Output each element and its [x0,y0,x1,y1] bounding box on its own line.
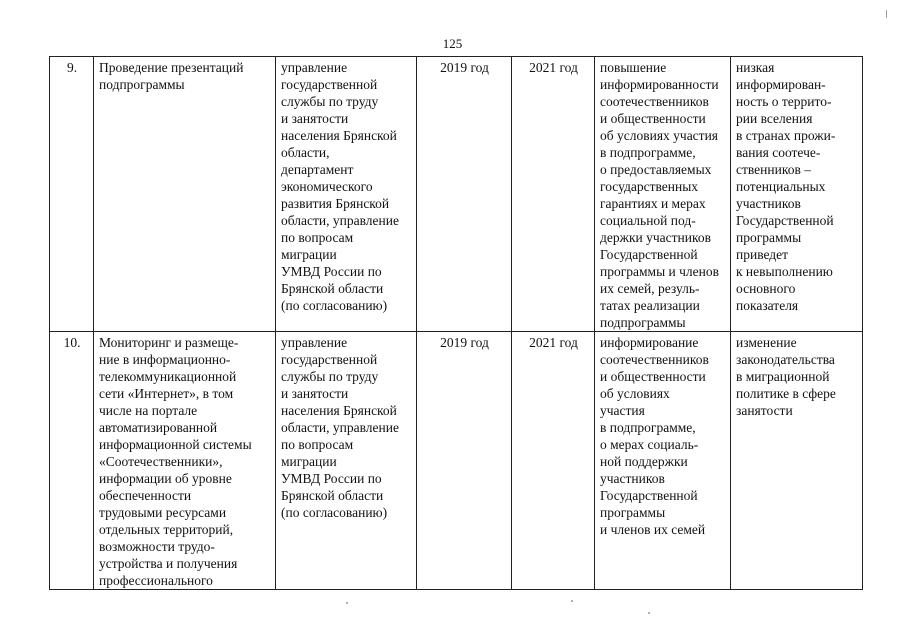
cell-line: участия [600,403,645,418]
consequence-cell [731,332,863,590]
cell-line: татах реализации [600,298,700,313]
cell-line: службы по труду [281,369,379,384]
cell-line: государственной [281,352,378,367]
cell-line: и общественности [600,369,706,384]
event-cell [94,332,276,590]
cell-line: миграции [281,454,337,469]
cell-line: изменение [736,335,797,350]
cell-line: Мониторинг и размеще- [99,335,239,350]
cell-line: миграции [281,247,337,262]
cell-line: населения Брянской [281,403,397,418]
cell-line: гарантиях и мерах [600,196,706,211]
cell-line: развития Брянской [281,196,390,211]
cell-line: устройства и получения [99,556,238,571]
cell-line: обеспеченности [99,488,192,503]
cell-line: Проведение презентаций [99,60,244,75]
cell-line: низкая [736,60,775,75]
cell-line: в подпрограмме, [600,145,696,160]
cell-line: потенциальных [736,179,826,194]
executor-cell [276,57,417,332]
cell-line: программы и членов [600,264,720,279]
cell-line: рии вселения [736,111,813,126]
consequence-cell [731,57,863,332]
scan-mark [886,10,887,18]
cell-line: подпрограммы [99,77,185,92]
cell-line: приведет [736,247,789,262]
cell-line: об условиях [600,386,670,401]
cell-line: программы [600,505,666,520]
cell-line: профессионального [99,573,213,588]
cell-line: политике в сфере [736,386,836,401]
end-year-cell: 2021 год [512,57,595,332]
cell-line: подпрограммы [600,315,686,330]
cell-line: держки участников [600,230,711,245]
cell-line: области, управление [281,213,399,228]
cell-line: программы [736,230,802,245]
cell-line: и занятости [281,386,349,401]
cell-line: Государственной [736,213,834,228]
cell-line: и занятости [281,111,349,126]
cell-line: участников [736,196,801,211]
cell-line: государственной [281,77,378,92]
cell-line: информационной системы [99,437,252,452]
scan-speck [346,602,348,604]
cell-line: экономического [281,179,373,194]
executor-cell [276,332,417,590]
cell-line: и общественности [600,111,706,126]
cell-line: автоматизированной [99,420,218,435]
cell-line: управление [281,335,348,350]
scan-speck [571,600,573,602]
cell-line: числе на портале [99,403,198,418]
result-cell [595,57,731,332]
end-year-cell: 2021 год [512,332,595,590]
cell-line: области, управление [281,420,399,435]
table-row [50,57,863,332]
cell-line: Брянской области [281,488,384,503]
cell-line: по вопросам [281,230,354,245]
cell-line: ние в информационно- [99,352,231,367]
cell-line: в миграционной [736,369,830,384]
cell-line: трудовыми ресурсами [99,505,227,520]
cell-line: (по согласованию) [281,505,388,520]
cell-line: о предоставляемых [600,162,712,177]
page-number: 125 [442,36,463,51]
cell-line: информированности [600,77,719,92]
cell-line: департамент [281,162,354,177]
cell-line: информации об уровне [99,471,232,486]
cell-line: основного [736,281,796,296]
cell-line: и членов их семей [600,522,706,537]
cell-line: УМВД России по [281,471,382,486]
cell-line: информирование [600,335,699,350]
cell-line: соотечественников [600,94,709,109]
cell-line: соотечественников [600,352,709,367]
cell-line: их семей, резуль- [600,281,700,296]
cell-line: УМВД России по [281,264,382,279]
cell-line: ственников – [736,162,811,177]
cell-line: области, [281,145,330,160]
cell-line: населения Брянской [281,128,397,143]
cell-line: возможности трудо- [99,539,215,554]
cell-line: к невыполнению [736,264,833,279]
cell-line: Государственной [600,247,698,262]
cell-line: (по согласованию) [281,298,388,313]
table-row [50,332,863,590]
row-number: 9. [50,57,94,332]
measures-table [49,56,863,590]
event-cell [94,57,276,332]
result-cell [595,332,731,590]
start-year-cell: 2019 год [417,332,512,590]
cell-line: ность о террито- [736,94,832,109]
cell-line: Государственной [600,488,698,503]
cell-line: по вопросам [281,437,354,452]
cell-line: отдельных территорий, [99,522,234,537]
cell-line: сети «Интернет», в том [99,386,234,401]
cell-line: в подпрограмме, [600,420,696,435]
cell-line: повышение [600,60,667,75]
start-year-cell: 2019 год [417,57,512,332]
cell-line: социальной под- [600,213,696,228]
cell-line: Брянской области [281,281,384,296]
cell-line: информирован- [736,77,826,92]
cell-line: управление [281,60,348,75]
cell-line: телекоммуникационной [99,369,237,384]
cell-line: в странах прожи- [736,128,836,143]
cell-line: законодательства [736,352,835,367]
cell-line: занятости [736,403,793,418]
scan-speck [648,612,650,614]
cell-line: «Соотечественники», [99,454,223,469]
cell-line: участников [600,471,665,486]
cell-line: государственных [600,179,699,194]
cell-line: вания соотече- [736,145,821,160]
cell-line: службы по труду [281,94,379,109]
cell-line: ной поддержки [600,454,688,469]
cell-line: показателя [736,298,799,313]
cell-line: об условиях участия [600,128,719,143]
row-number: 10. [50,332,94,590]
cell-line: о мерах социаль- [600,437,699,452]
